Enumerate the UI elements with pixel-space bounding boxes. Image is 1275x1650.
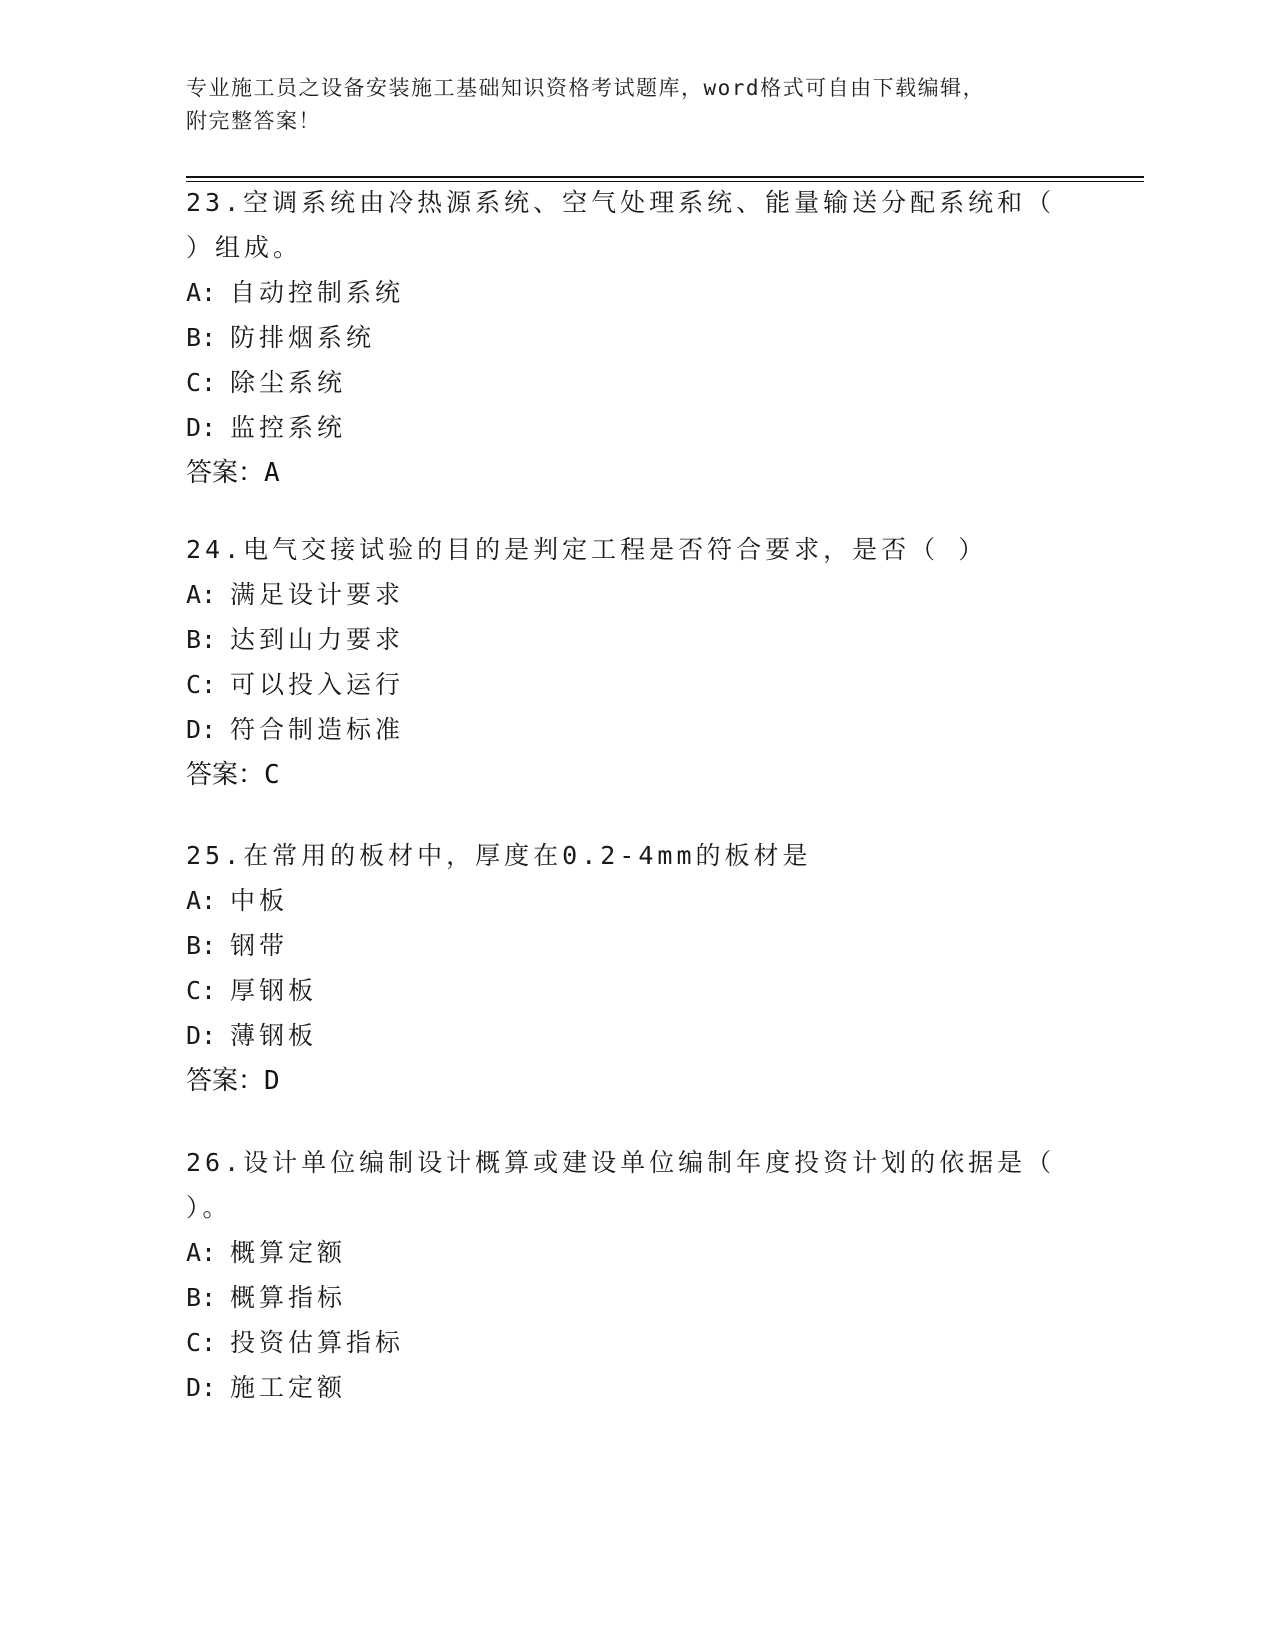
option-text: 除尘系统 bbox=[230, 368, 347, 397]
option-key: C: bbox=[186, 670, 217, 699]
option-text: 防排烟系统 bbox=[230, 323, 376, 352]
option-key: C: bbox=[186, 976, 217, 1005]
question-25 bbox=[186, 833, 1066, 1104]
option-d bbox=[186, 1013, 1066, 1058]
question-text-continued: ）组成。 bbox=[186, 233, 303, 262]
answer-value: D bbox=[264, 1066, 280, 1096]
option-key: A: bbox=[186, 1238, 217, 1267]
option-key: A: bbox=[186, 886, 217, 915]
option-key: D: bbox=[186, 715, 217, 744]
option-text: 监控系统 bbox=[230, 413, 347, 442]
answer-label: 答案： bbox=[186, 1066, 265, 1096]
answer-label: 答案： bbox=[186, 760, 265, 790]
option-b bbox=[186, 1275, 1066, 1320]
option-text: 可以投入运行 bbox=[230, 670, 405, 699]
question-23 bbox=[186, 180, 1066, 496]
option-b bbox=[186, 617, 1066, 662]
question-text: 24.电气交接试验的目的是判定工程是否符合要求，是否（ ） bbox=[186, 535, 988, 564]
option-text: 投资估算指标 bbox=[230, 1328, 405, 1357]
answer-value: A bbox=[264, 458, 280, 488]
option-key: D: bbox=[186, 413, 217, 442]
option-c bbox=[186, 968, 1066, 1013]
option-text: 满足设计要求 bbox=[230, 580, 405, 609]
option-key: C: bbox=[186, 368, 217, 397]
question-26 bbox=[186, 1140, 1066, 1410]
header-divider-thick bbox=[186, 176, 1144, 178]
option-d bbox=[186, 707, 1066, 752]
answer-value: C bbox=[264, 760, 280, 790]
option-key: B: bbox=[186, 1283, 217, 1312]
option-text: 达到山力要求 bbox=[230, 625, 405, 654]
header-line-1: 专业施工员之设备安装施工基础知识资格考试题库，word格式可自由下载编辑， bbox=[186, 76, 986, 100]
option-text: 厚钢板 bbox=[230, 976, 318, 1005]
option-key: B: bbox=[186, 323, 217, 352]
option-a bbox=[186, 1230, 1066, 1275]
answer-label: 答案： bbox=[186, 458, 265, 488]
answer-line bbox=[186, 752, 1066, 798]
option-b bbox=[186, 923, 1066, 968]
option-text: 自动控制系统 bbox=[230, 278, 405, 307]
question-text: 25.在常用的板材中，厚度在0.2-4mm的板材是 bbox=[186, 841, 812, 870]
option-c bbox=[186, 360, 1066, 405]
option-text: 施工定额 bbox=[230, 1373, 347, 1402]
option-a bbox=[186, 270, 1066, 315]
option-text: 中板 bbox=[230, 886, 289, 915]
question-24 bbox=[186, 527, 1066, 798]
option-key: B: bbox=[186, 625, 217, 654]
question-text: 26.设计单位编制设计概算或建设单位编制年度投资计划的依据是（ bbox=[186, 1148, 1056, 1177]
document-header bbox=[186, 72, 1066, 138]
option-key: C: bbox=[186, 1328, 217, 1357]
option-b bbox=[186, 315, 1066, 360]
option-d bbox=[186, 1365, 1066, 1410]
option-text: 钢带 bbox=[230, 931, 289, 960]
answer-line bbox=[186, 1058, 1066, 1104]
header-line-2: 附完整答案！ bbox=[186, 109, 321, 133]
option-text: 概算指标 bbox=[230, 1283, 347, 1312]
option-a bbox=[186, 878, 1066, 923]
option-key: B: bbox=[186, 931, 217, 960]
question-text: 23.空调系统由冷热源系统、空气处理系统、能量输送分配系统和（ bbox=[186, 188, 1056, 217]
option-c bbox=[186, 1320, 1066, 1365]
option-key: A: bbox=[186, 580, 217, 609]
answer-line bbox=[186, 450, 1066, 496]
option-key: D: bbox=[186, 1021, 217, 1050]
option-key: A: bbox=[186, 278, 217, 307]
question-text-continued: ）。 bbox=[186, 1193, 232, 1222]
option-d bbox=[186, 405, 1066, 450]
option-c bbox=[186, 662, 1066, 707]
option-key: D: bbox=[186, 1373, 217, 1402]
option-text: 薄钢板 bbox=[230, 1021, 318, 1050]
option-text: 概算定额 bbox=[230, 1238, 347, 1267]
option-a bbox=[186, 572, 1066, 617]
option-text: 符合制造标准 bbox=[230, 715, 405, 744]
